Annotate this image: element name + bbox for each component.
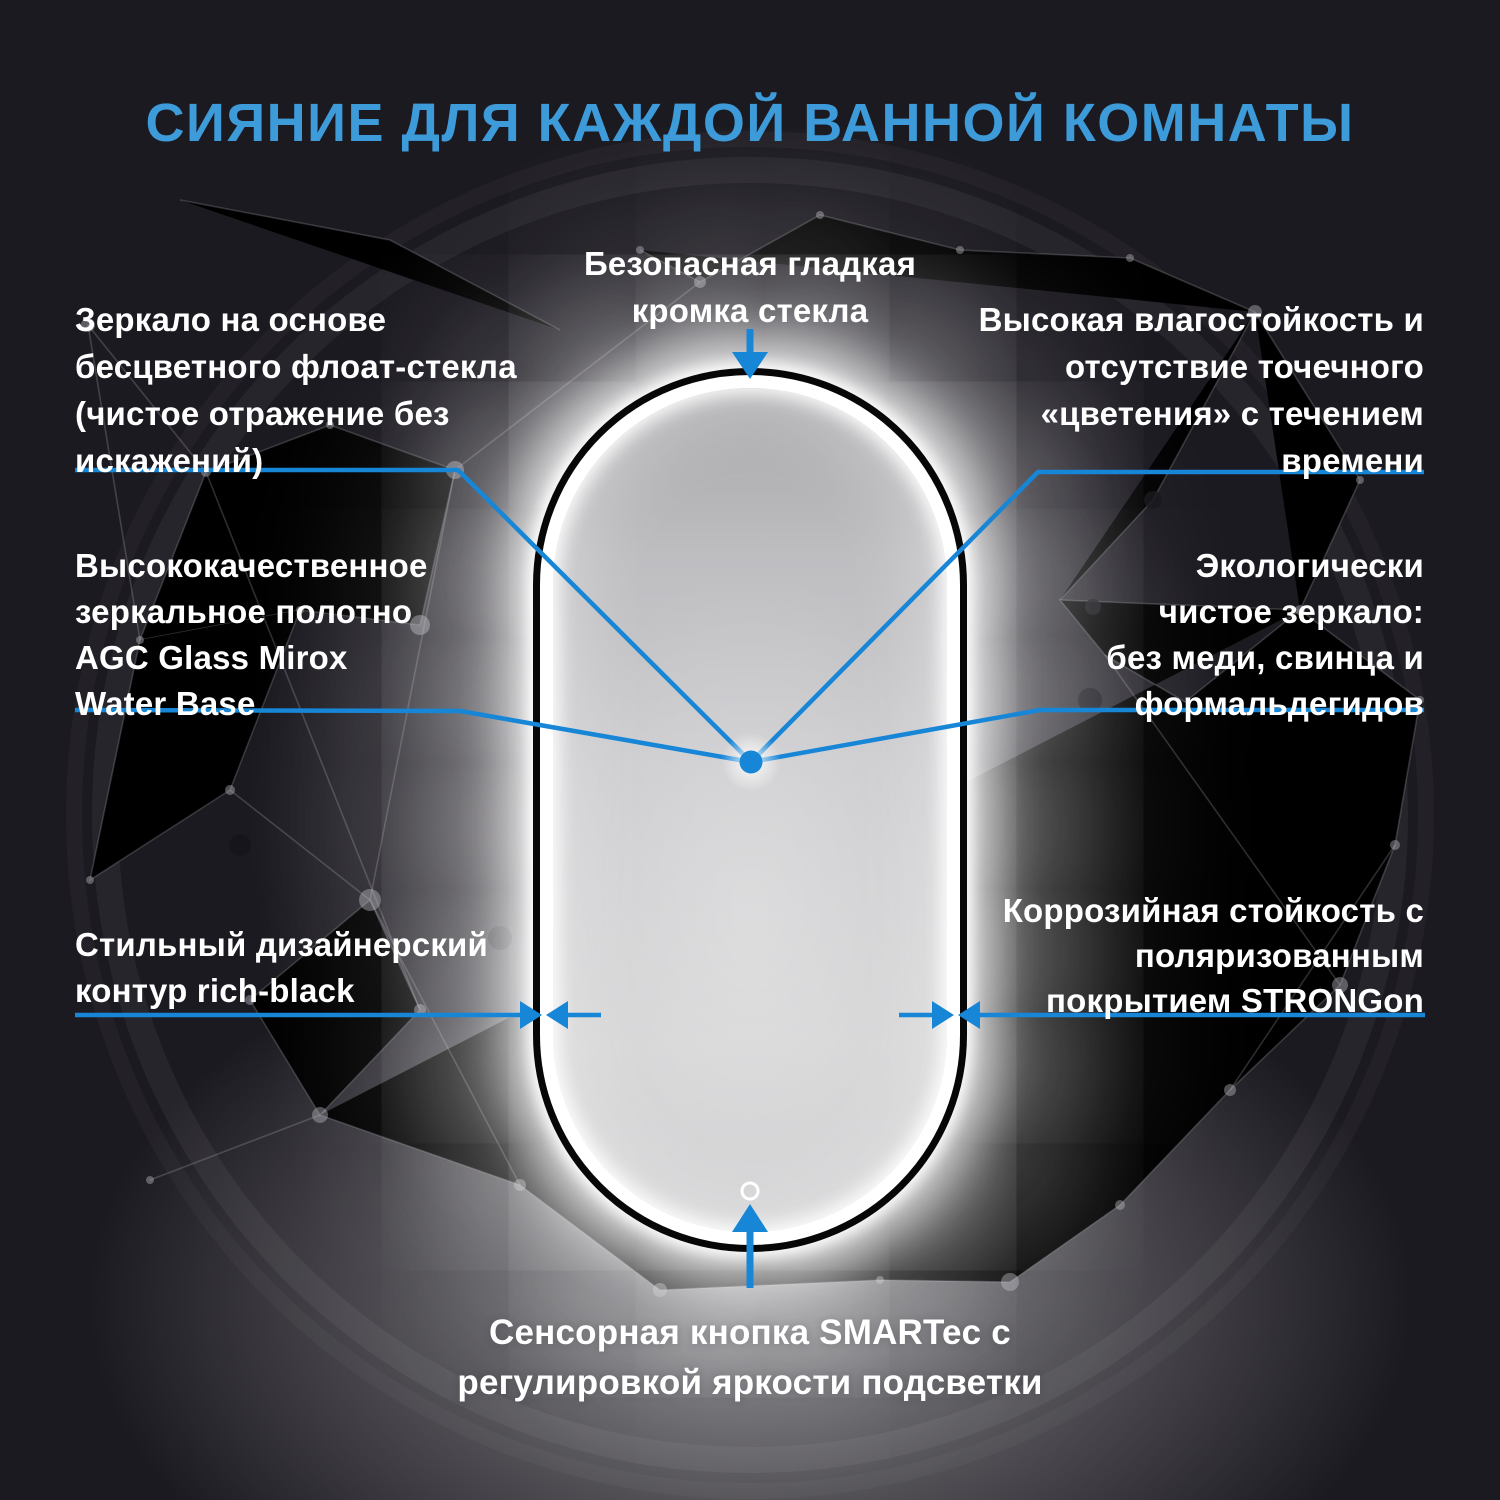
- callout-line-text: Экологически: [1195, 547, 1424, 584]
- arrow-up-icon: [732, 1204, 768, 1232]
- arrow-left-icon: [958, 1001, 980, 1029]
- callout-mid-right: [1106, 543, 1424, 727]
- callout-top-center: [584, 240, 916, 334]
- callout-line-text: поляризованным: [1134, 937, 1424, 974]
- callout-line-text: контур rich-black: [75, 972, 355, 1009]
- callout-line-text: искажений): [75, 442, 264, 479]
- arrow-right-icon: [520, 1001, 542, 1029]
- callout-line-text: Стильный дизайнерский: [75, 926, 489, 963]
- callout-mid-left: [75, 543, 428, 727]
- callout-line-text: Сенсорная кнопка SMARTec с: [489, 1313, 1011, 1352]
- callout-line-text: Коррозийная стойкость с: [1002, 892, 1424, 929]
- callout-top-left: [75, 296, 517, 484]
- callout-line-text: AGC Glass Mirox: [75, 639, 348, 676]
- callout-bottom-left: [75, 922, 488, 1014]
- callout-line-text: бесцветного флоат-стекла: [75, 348, 517, 385]
- callout-top-right: [979, 296, 1424, 484]
- arrow-down-icon: [732, 352, 768, 379]
- callout-line-text: (чистое отражение без: [75, 395, 450, 432]
- page-title: СИЯНИЕ ДЛЯ КАЖДОЙ ВАННОЙ КОМНАТЫ: [145, 93, 1355, 153]
- callout-line-text: времени: [1281, 442, 1424, 479]
- center-dot: [740, 751, 763, 774]
- arrow-left-icon: [546, 1001, 568, 1029]
- callout-line-text: отсутствие точечного: [1065, 348, 1424, 385]
- callout-line-text: «цветения» с течением: [1040, 395, 1424, 432]
- callout-line-text: покрытием STRONGon: [1046, 982, 1424, 1019]
- callout-line-text: кромка стекла: [631, 292, 869, 329]
- callout-line-text: формальдегидов: [1134, 685, 1424, 722]
- callout-line-text: без меди, свинца и: [1106, 639, 1424, 676]
- callout-line-text: Высокая влагостойкость и: [978, 301, 1424, 338]
- callout-line-text: Зеркало на основе: [75, 301, 387, 338]
- callout-line-text: зеркальное полотно: [75, 593, 413, 630]
- arrow-right-icon: [932, 1001, 954, 1029]
- callout-line-text: регулировкой яркости подсветки: [457, 1363, 1043, 1402]
- callout-bottom-right: [1003, 888, 1424, 1023]
- callout-line-text: Water Base: [75, 685, 256, 722]
- touch-button-icon: [742, 1183, 758, 1199]
- callout-bottom-center: [457, 1308, 1042, 1408]
- callout-line-text: чистое зеркало:: [1158, 593, 1424, 630]
- callout-line-text: Безопасная гладкая: [583, 245, 917, 282]
- callout-line-text: Высококачественное: [75, 547, 428, 584]
